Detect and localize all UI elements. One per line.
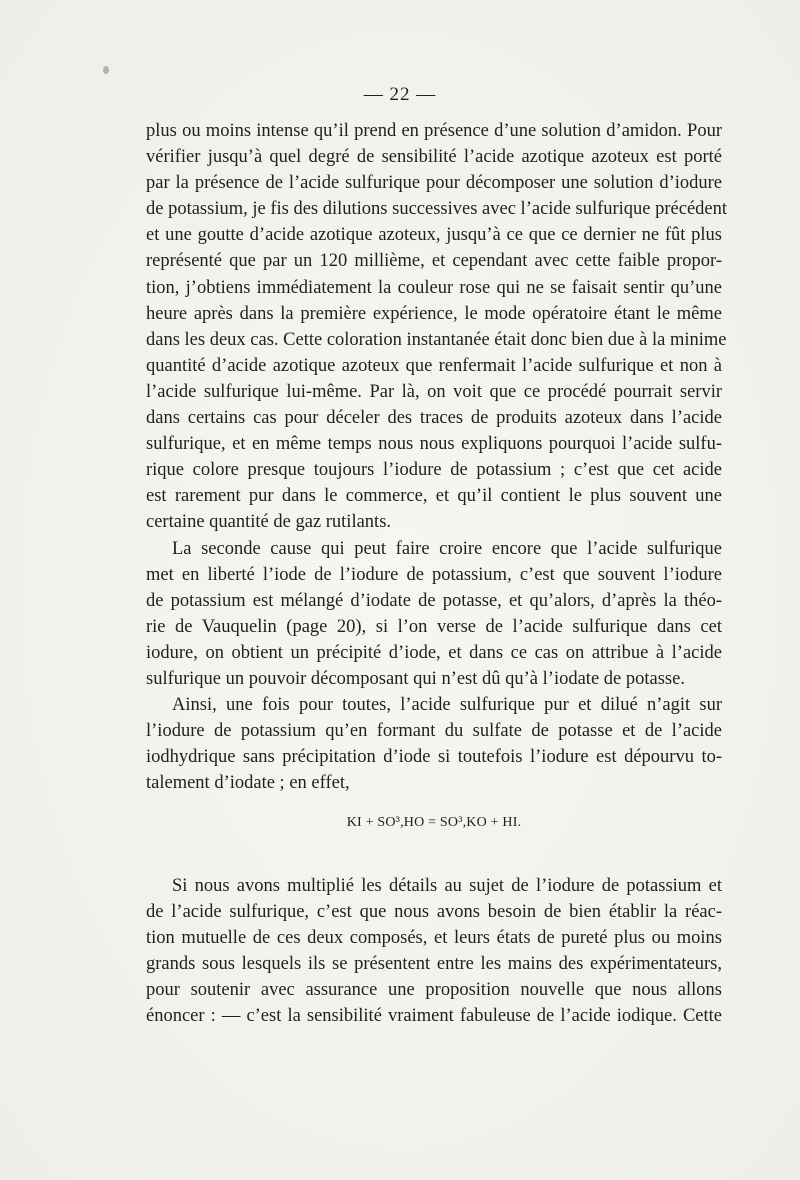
text-line: l’acide sulfurique lui-même. Par là, on voit que ce procédé pourrait servir — [146, 381, 722, 402]
text-line: et une goutte d’acide azotique azoteux, jusqu’à ce que ce dernier ne fût plus — [146, 225, 722, 246]
text-line: vérifier jusqu’à quel degré de sensibilité l’acide azotique azoteux est porté — [146, 147, 722, 168]
chemical-equation: KI + SO³,HO = SO³,KO + HI. — [346, 815, 522, 831]
text-line: dans certains cas pour déceler des traces de produits azoteux dans l’acide — [146, 408, 722, 429]
text-line: énoncer : — c’est la sensibilité vraiment fabuleuse de l’acide iodique. Cette — [146, 1006, 722, 1026]
text-line: tion mutuelle de ces deux composés, et leurs états de pureté plus ou moins — [146, 927, 722, 948]
text-line: grands sous lesquels ils se présentent entre les mains des expérimentateurs, — [146, 953, 722, 974]
text-line: quantité d’acide azotique azoteux que renfermait l’acide sulfurique et non à — [146, 355, 722, 376]
text-line: par la présence de l’acide sulfurique pour décomposer une solution d’iodure — [146, 173, 722, 194]
text-line: plus ou moins intense qu’il prend en présence d’une solution d’amidon. Pour — [146, 121, 722, 141]
text-line: de potassium, je fis des dilutions successives avec l’acide sulfurique précédent — [146, 199, 728, 220]
text-line: Si nous avons multiplié les détails au sujet de l’iodure de potassium et — [172, 875, 722, 896]
text-line: est rarement pur dans le commerce, et qu’il contient le plus souvent une — [146, 486, 722, 507]
text-line: heure après dans la première expérience, le mode opératoire étant le même — [146, 303, 722, 324]
text-line: La seconde cause qui peut faire croire encore que l’acide sulfurique — [172, 538, 722, 559]
text-line: Ainsi, une fois pour toutes, l’acide sulfurique pur et dilué n’agit sur — [172, 695, 722, 716]
text-line: de potassium est mélangé d’iodate de potasse, et qu’alors, d’après la théo- — [146, 590, 722, 611]
text-line: iodure, on obtient un précipité d’iode, et dans ce cas on attribue à l’acide — [146, 642, 722, 663]
text-line: pour soutenir avec assurance une proposition nouvelle que nous allons — [146, 979, 722, 1000]
paragraph-2 — [146, 536, 722, 693]
body-text — [146, 118, 728, 1029]
page-number: — 22 — — [363, 84, 437, 105]
paragraph-3 — [146, 692, 722, 796]
text-line: sulfurique, et en même temps nous nous expliquons pourquoi l’acide sulfu- — [146, 434, 722, 455]
text-line: représenté que par un 120 millième, et cependant avec cette faible propor- — [146, 251, 722, 272]
paragraph-4 — [146, 873, 722, 1030]
text-line: rique colore presque toujours l’iodure de potassium ; c’est que cet acide — [146, 460, 722, 481]
text-line: de l’acide sulfurique, c’est que nous avons besoin de bien établir la réac- — [146, 901, 722, 922]
text-line: tion, j’obtiens immédiatement la couleur rose qui ne se faisait sentir qu’une — [146, 277, 722, 298]
text-line: sulfurique un pouvoir décomposant qui n’est dû qu’à l’iodate de potasse. — [146, 668, 685, 689]
text-line: l’iodure de potassium qu’en formant du sulfate de potasse et de l’acide — [146, 721, 722, 742]
text-line: met en liberté l’iode de l’iodure de potassium, c’est que souvent l’iodure — [146, 564, 722, 585]
text-line: talement d’iodate ; en effet, — [146, 773, 350, 794]
paragraph-1 — [146, 118, 728, 536]
text-line: certaine quantité de gaz rutilants. — [146, 512, 392, 533]
text-line: dans les deux cas. Cette coloration instantanée était donc bien due à la minime — [146, 329, 727, 350]
text-line: iodhydrique sans précipitation d’iode si toutefois l’iodure est dépourvu to- — [146, 747, 722, 768]
text-line: rie de Vauquelin (page 20), si l’on verse de l’acide sulfurique dans cet — [146, 616, 722, 637]
ink-speck — [103, 66, 109, 74]
